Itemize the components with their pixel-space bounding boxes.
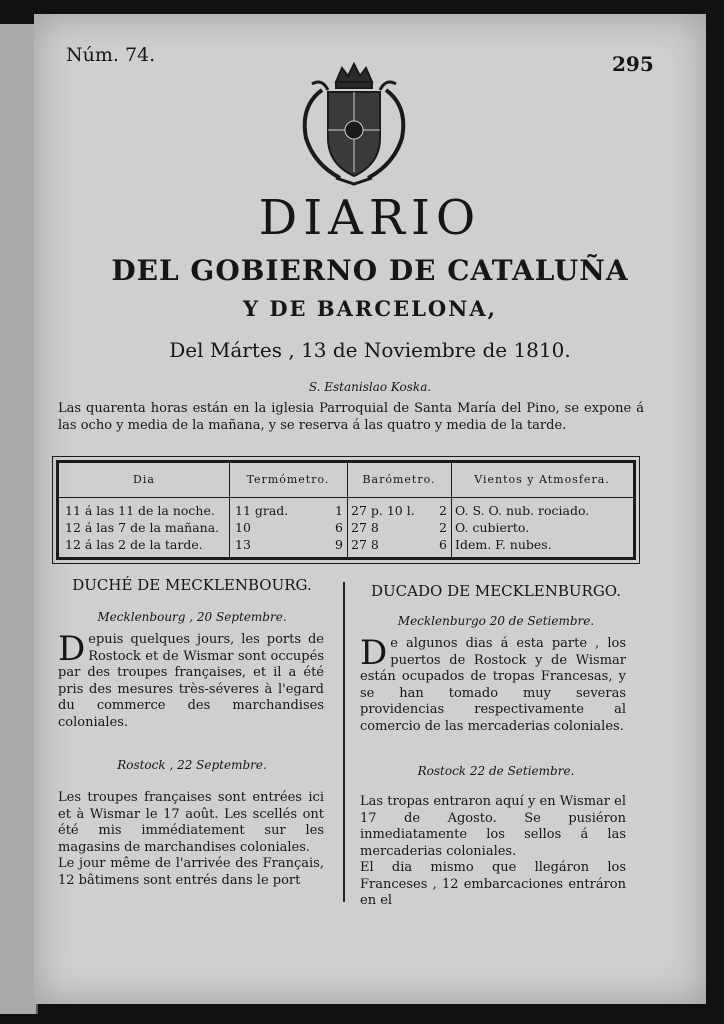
right-paragraph-2: Las tropas entraron aquí y en Wismar el 17 de Agosto. Se pusiéron inmediatamente los sellos á las mercaderias coloniales. [360, 794, 626, 859]
saint-of-day: S. Estanislao Koska. [308, 380, 432, 394]
right-column-heading: DUCADO DE MECKLENBURGO. [371, 582, 621, 600]
header-dia: Dia [133, 473, 155, 486]
row-1-bar: 27 p. 10 l. [351, 503, 415, 518]
header-barometro: Barómetro. [362, 473, 436, 486]
row-1-term: 11 grad. [235, 503, 289, 518]
masthead-title: DIARIO [258, 190, 482, 246]
row-3-atm: Idem. F. nubes. [455, 537, 552, 552]
row-3-term-frac: 9 [335, 537, 343, 552]
left-dateline-1: Mecklenbourg , 20 Septembre. [97, 610, 287, 624]
left-paragraph-1 [58, 629, 324, 731]
row-2-term: 10 [235, 520, 251, 535]
right-paragraph-3: El dia mismo que llegáron los Franceses , 12 embarcaciones entráron en el [360, 860, 626, 908]
left-paragraph-2: Les troupes françaises sont entrées ici et à Wismar le 17 août. Les scellés ont été mis immédiatement sur les magasins de marchandises coloniales. [58, 790, 324, 855]
row-3-bar: 27 8 [351, 537, 379, 552]
church-notice: Las quarenta horas están en la iglesia Parroquial de Santa María del Pino, se expone á las ocho y media de la mañana, y se reserva á las quatro y media de la tarde. [58, 401, 644, 433]
row-1-bar-frac: 2 [439, 503, 447, 518]
right-dateline-2: Rostock 22 de Setiembre. [417, 764, 575, 778]
left-paragraph-3: Le jour même de l'arrivée des Français, 12 bâtimens sont entrés dans le port [58, 856, 324, 888]
right-drop-cap: D [360, 633, 388, 673]
row-1-atm: O. S. O. nub. rociado. [455, 503, 590, 518]
page-number: 295 [612, 52, 654, 76]
newspaper-page [34, 14, 706, 1004]
masthead-subtitle-city: Y DE BARCELONA, [243, 296, 497, 321]
left-drop-cap: D [58, 629, 86, 669]
facing-page-edge [0, 24, 38, 1014]
row-3-dia: 12 á las 2 de la tarde. [65, 537, 203, 552]
row-3-bar-frac: 6 [439, 537, 447, 552]
royal-coat-of-arms-icon [292, 60, 416, 186]
row-2-bar-frac: 2 [439, 520, 447, 535]
row-2-term-frac: 6 [335, 520, 343, 535]
row-2-dia: 12 á las 7 de la mañana. [65, 520, 220, 535]
left-paragraph-1-text: epuis quelques jours, les ports de Rostock et de Wismar sont occupés par des troupes françaises, et il a été pris des mesures très-séveres à l'egard du commerce des marchandises coloniales. [58, 632, 324, 730]
issue-date: Del Mártes , 13 de Noviembre de 1810. [169, 338, 571, 362]
row-1-dia: 11 á las 11 de la noche. [65, 503, 215, 518]
issue-number: Núm. 74. [66, 44, 156, 66]
left-dateline-2: Rostock , 22 Septembre. [117, 758, 267, 772]
right-dateline-1: Mecklenburgo 20 de Setiembre. [397, 614, 595, 628]
header-termometro: Termómetro. [246, 473, 330, 486]
header-vientos: Vientos y Atmosfera. [474, 473, 610, 486]
weather-table [56, 460, 636, 560]
row-1-term-frac: 1 [335, 503, 343, 518]
row-3-term: 13 [235, 537, 251, 552]
masthead-subtitle: DEL GOBIERNO DE CATALUÑA [111, 254, 629, 287]
row-2-atm: O. cubierto. [455, 520, 530, 535]
right-paragraph-1-text: e algunos dias á esta parte , los puertos de Rostock y de Wismar están ocupados de tropas Francesas, y se han tomado muy severas providencias respectivamente al comercio de las mercaderias coloniales. [360, 636, 626, 734]
column-divider [343, 582, 345, 902]
right-paragraph-1 [360, 633, 626, 735]
row-2-bar: 27 8 [351, 520, 379, 535]
left-column-heading: DUCHÉ DE MECKLENBOURG. [72, 576, 312, 594]
